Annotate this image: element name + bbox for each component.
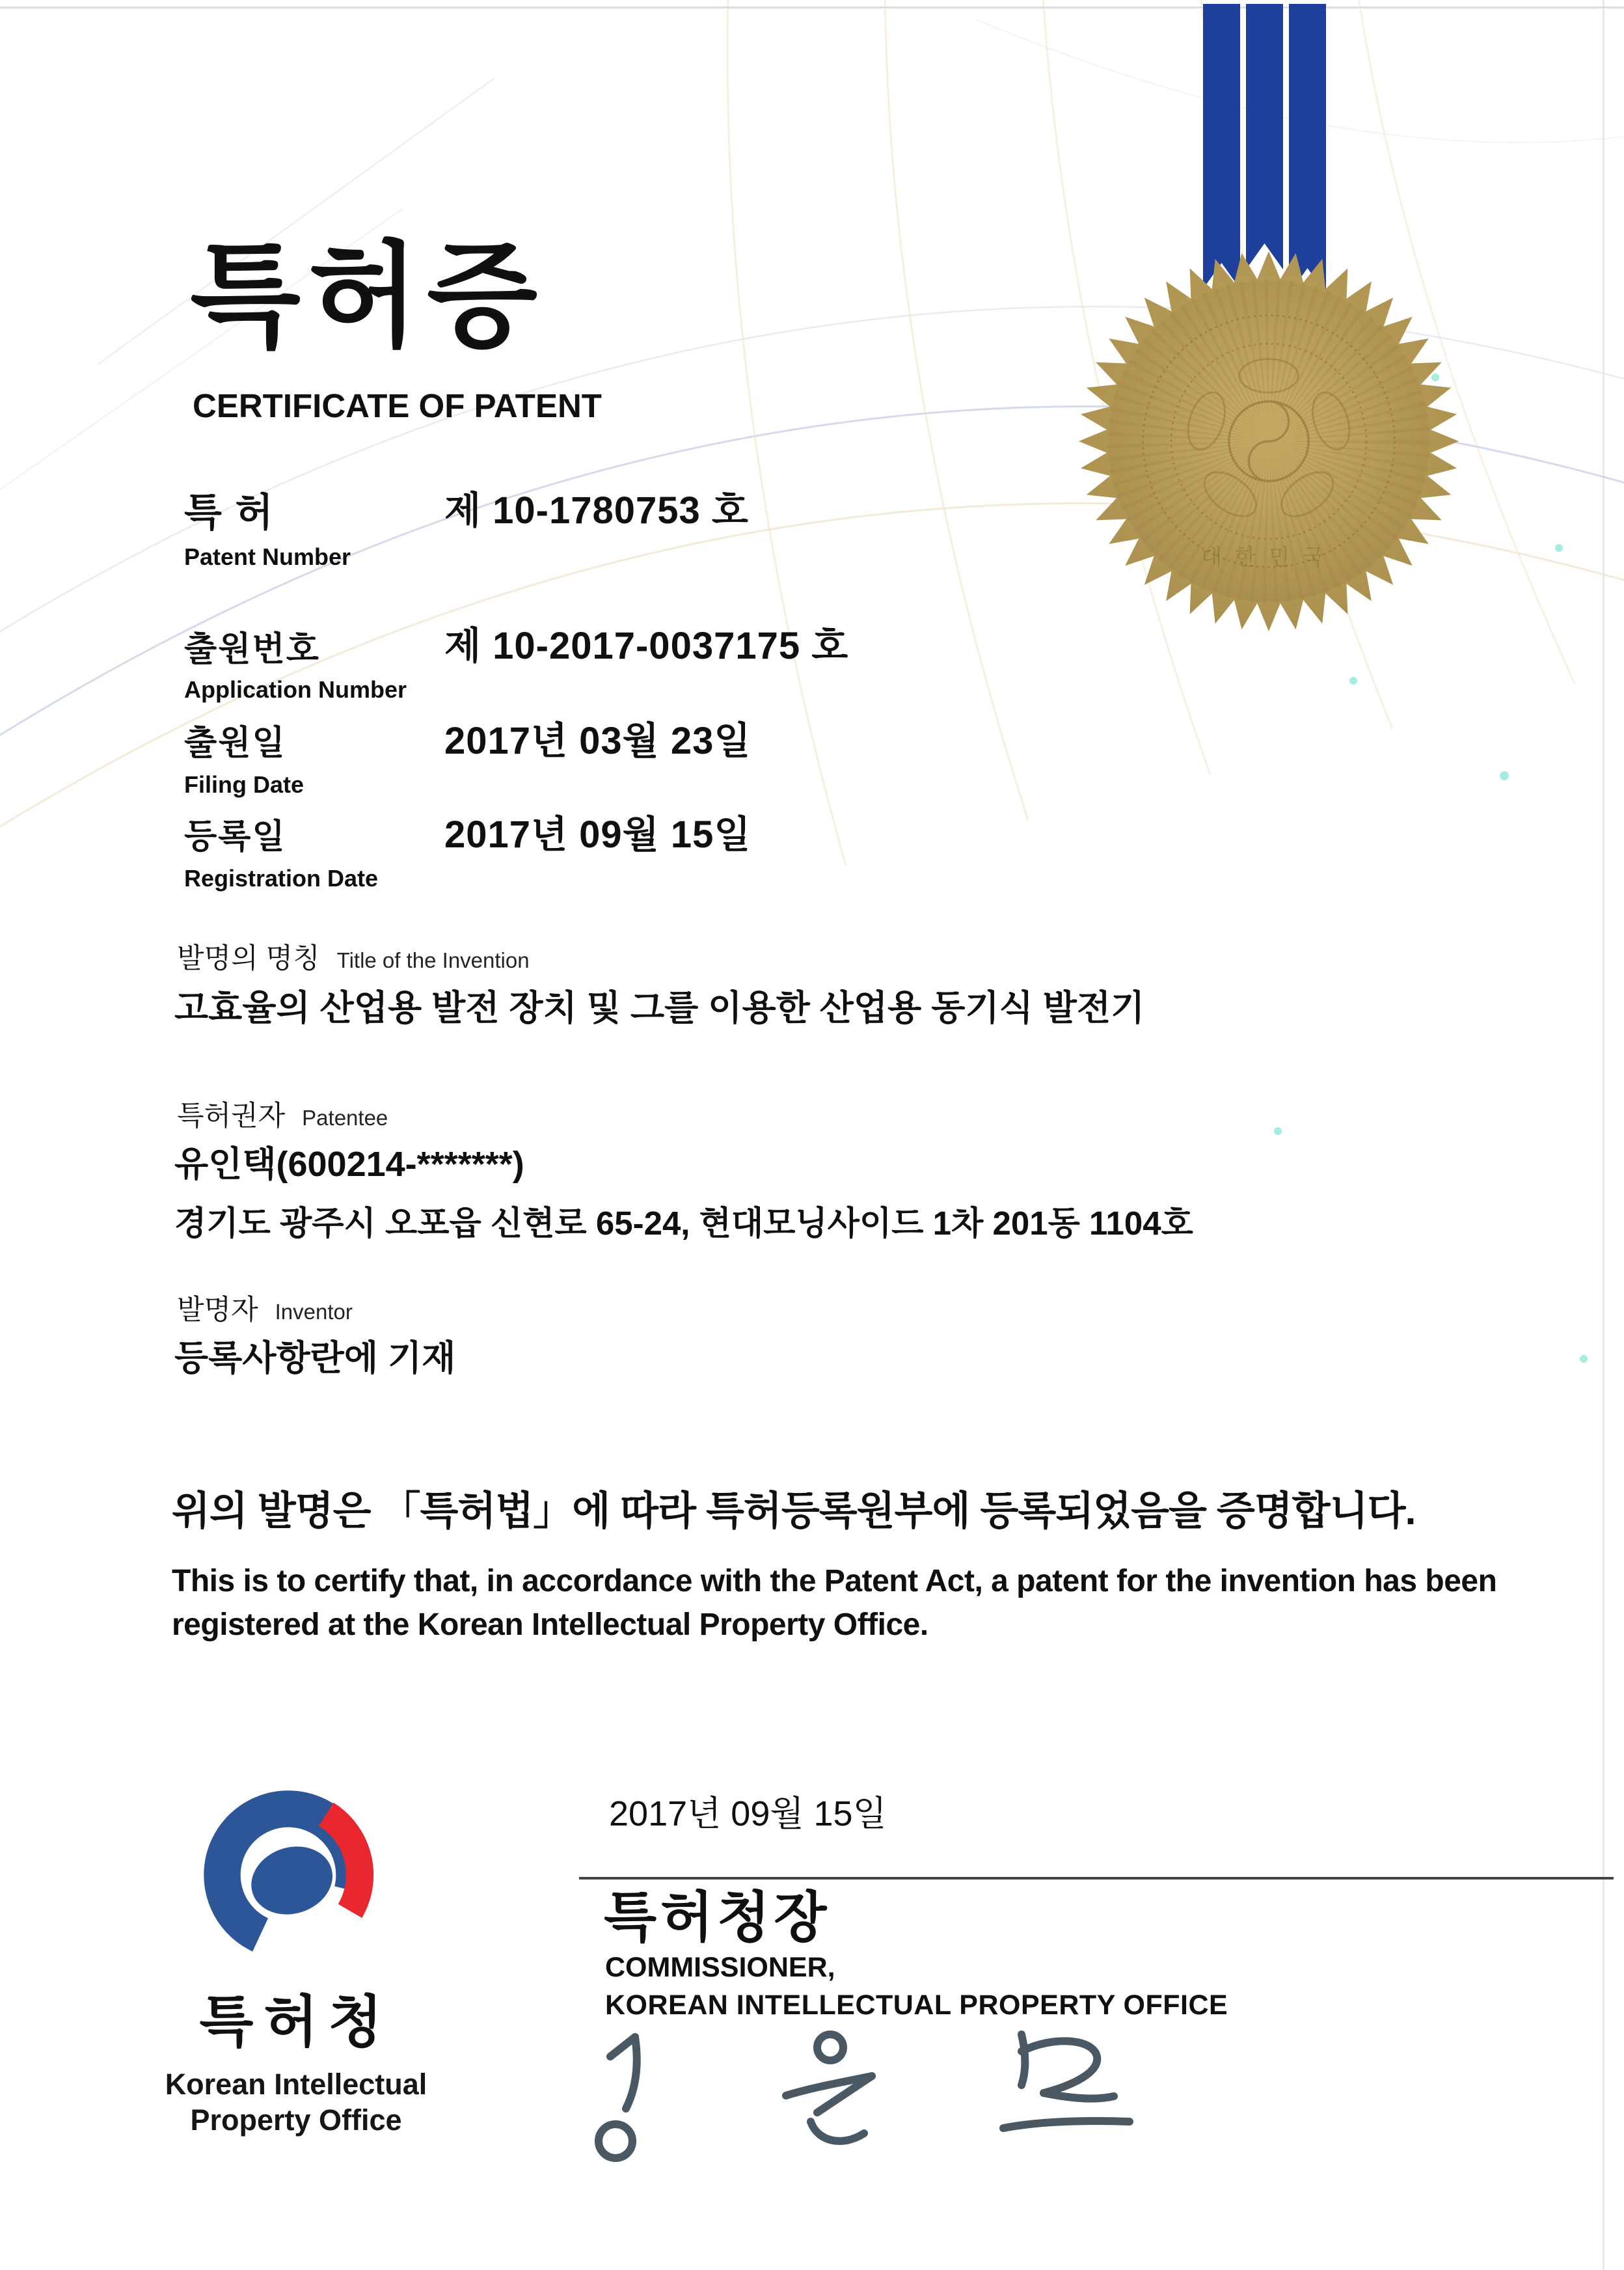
certificate-title-korean: 특허증 — [190, 233, 546, 361]
agency-name-english-line1: Korean Intellectual — [165, 2068, 427, 2101]
statement-korean: 위의 발명은 「특허법」에 따라 특허등록원부에 등록되었음을 증명합니다. — [172, 1488, 1416, 1533]
patent-number-label-ko: 특 허 — [184, 491, 275, 534]
invention-title-label — [177, 945, 530, 973]
application-number-value: 제 10-2017-0037175 호 — [444, 625, 849, 667]
invention-title-label-en: Title of the Invention — [336, 948, 530, 972]
agency-name-korean: 특허청 — [199, 1991, 393, 2053]
kipo-taegeuk-logo-icon — [196, 1783, 380, 1967]
signature-name-text — [0, 0, 1, 1]
inventor-label-en: Inventor — [275, 1300, 353, 1324]
agency-name-english-line2: Property Office — [190, 2103, 402, 2137]
patentee-address: 경기도 광주시 오포읍 신현로 65-24, 현대모닝사이드 1차 201동 1104호 — [174, 1205, 1193, 1242]
patentee-label — [177, 1102, 388, 1130]
inventor-label-ko: 발명자 — [177, 1294, 258, 1326]
agency-name-english — [107, 2067, 485, 2139]
commissioner-title-en: COMMISSIONER, — [605, 1952, 835, 1983]
paper-edge-line — [1603, 0, 1604, 2270]
patentee-name: 유인택(600214-*******) — [174, 1145, 524, 1184]
gold-foil-seal — [1076, 249, 1461, 634]
filing-date-value: 2017년 03월 23일 — [444, 720, 751, 762]
statement-english: This is to certify that, in accordance with the Patent Act, a patent for the invention has been registered at the Korean Intellectual Property Office. — [172, 1564, 1497, 1643]
invention-title-text: 고효율의 산업용 발전 장치 및 그를 이용한 산업용 동기식 발전기 — [174, 989, 1145, 1028]
seal-emboss-text: 대한민국 — [1200, 545, 1337, 570]
inventor-note: 등록사항란에 기재 — [174, 1339, 456, 1378]
commissioner-title-ko: 특허청장 — [604, 1887, 831, 1948]
filing-date-label-en: Filing Date — [184, 771, 304, 798]
issue-date: 2017년 09월 15일 — [609, 1794, 887, 1833]
registration-date-label-en: Registration Date — [184, 865, 379, 892]
patentee-label-en: Patentee — [302, 1106, 388, 1130]
application-number-label-en: Application Number — [184, 676, 407, 703]
registration-date-value: 2017년 09월 15일 — [444, 814, 751, 856]
commissioner-office-en: KOREAN INTELLECTUAL PROPERTY OFFICE — [605, 1990, 1228, 2021]
registration-date-label-ko: 등록일 — [184, 818, 286, 856]
scan-edge-line — [0, 7, 1624, 8]
invention-title-label-ko: 발명의 명칭 — [177, 943, 320, 974]
commissioner-signature — [571, 2023, 1196, 2185]
ribbon-stripe — [1246, 4, 1283, 269]
application-number-label-ko: 출원번호 — [184, 631, 320, 668]
patentee-label-ko: 특허권자 — [177, 1101, 286, 1132]
patent-number-label-en: Patent Number — [184, 543, 351, 570]
signature-rule — [579, 1877, 1614, 1880]
certificate-title-english: CERTIFICATE OF PATENT — [193, 387, 602, 424]
patent-number-value: 제 10-1780753 호 — [444, 489, 749, 532]
inventor-label — [177, 1296, 353, 1324]
filing-date-label-ko: 출원일 — [184, 724, 286, 762]
ribbon-stripe — [1203, 4, 1240, 289]
